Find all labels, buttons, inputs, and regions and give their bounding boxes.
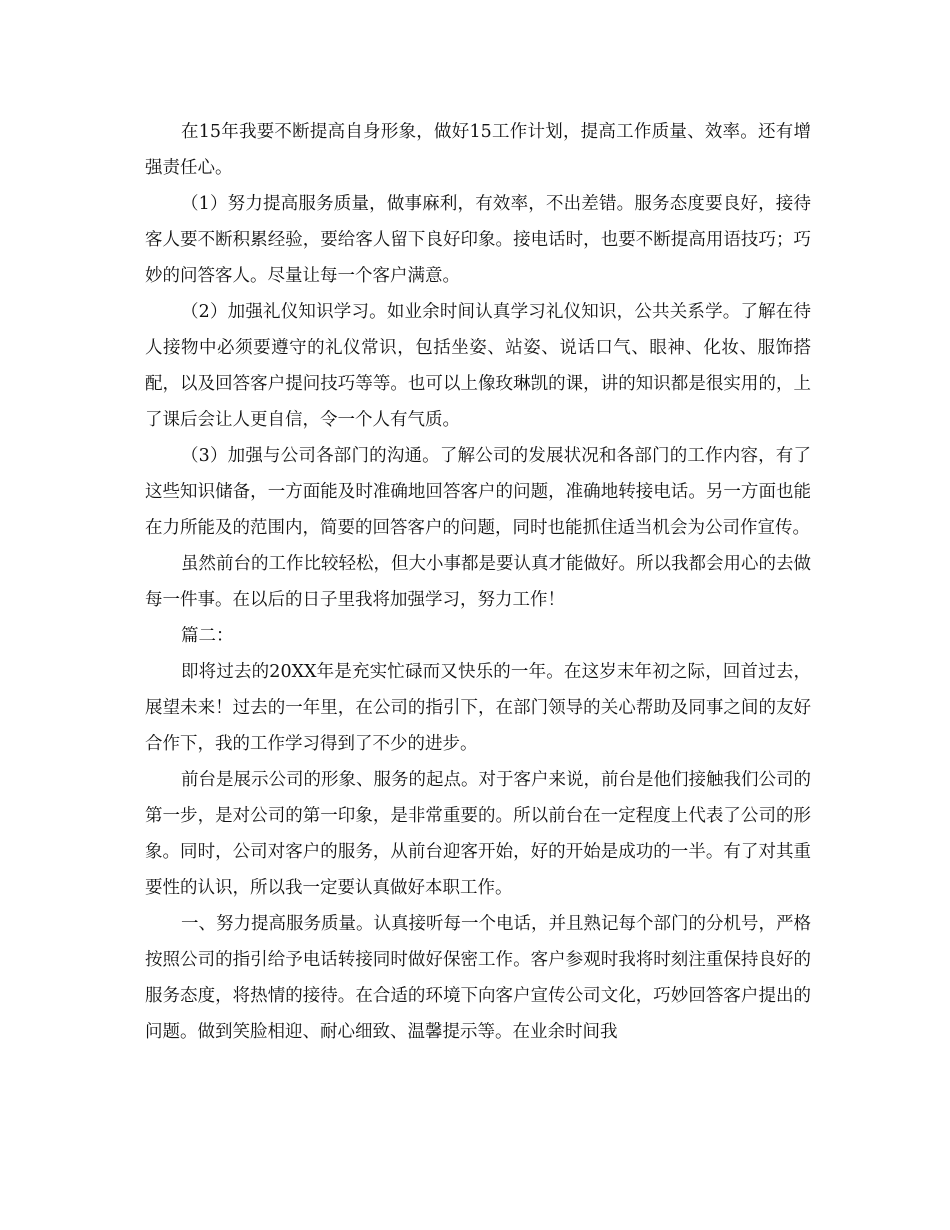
paragraph-intro: 在15年我要不断提高自身形象，做好15工作计划，提高工作质量、效率。还有增强责任心。 bbox=[145, 122, 811, 178]
document-body bbox=[145, 114, 811, 1050]
paragraph-item-2: （2）加强礼仪知识学习。如业余时间认真学习礼仪知识，公共关系学。了解在待人接物中必须要遵守的礼仪常识，包括坐姿、站姿、说话口气、眼神、化妆、服饰搭配，以及回答客户提问技巧等等。也可以上像玫琳凯的课，讲的知识都是很实用的，上了课后会让人更自信，令一个人有气质。 bbox=[145, 302, 811, 430]
paragraph-conclusion: 虽然前台的工作比较轻松，但大小事都是要认真才能做好。所以我都会用心的去做每一件事。在以后的日子里我将加强学习，努力工作！ bbox=[145, 554, 811, 610]
section-heading-part-two: 篇二： bbox=[181, 626, 234, 646]
paragraph-item-1: （1）努力提高服务质量，做事麻利，有效率，不出差错。服务态度要良好，接待客人要不断积累经验，要给客人留下良好印象。接电话时，也要不断提高用语技巧；巧妙的问答客人。尽量让每一个客户满意。 bbox=[145, 194, 811, 286]
paragraph-front-desk: 前台是展示公司的形象、服务的起点。对于客户来说，前台是他们接触我们公司的第一步，是对公司的第一印象，是非常重要的。所以前台在一定程度上代表了公司的形象。同时，公司对客户的服务，从前台迎客开始，好的开始是成功的一半。有了对其重要性的认识，所以我一定要认真做好本职工作。 bbox=[145, 770, 811, 898]
paragraph-item-3: （3）加强与公司各部门的沟通。了解公司的发展状况和各部门的工作内容，有了这些知识储备，一方面能及时准确地回答客户的问题，准确地转接电话。另一方面也能在力所能及的范围内，简要的回答客户的问题，同时也能抓住适当机会为公司作宣传。 bbox=[145, 446, 811, 538]
paragraph-service-quality: 一、努力提高服务质量。认真接听每一个电话，并且熟记每个部门的分机号，严格按照公司的指引给予电话转接同时做好保密工作。客户参观时我将时刻注重保持良好的服务态度，将热情的接待。在合适的环境下向客户宣传公司文化，巧妙回答客户提出的问题。做到笑脸相迎、耐心细致、温馨提示等。在业余时间我 bbox=[145, 914, 811, 1042]
paragraph-review: 即将过去的20XX年是充实忙碌而又快乐的一年。在这岁末年初之际，回首过去，展望未来！过去的一年里，在公司的指引下，在部门领导的关心帮助及同事之间的友好合作下，我的工作学习得到了不少的进步。 bbox=[145, 662, 811, 754]
